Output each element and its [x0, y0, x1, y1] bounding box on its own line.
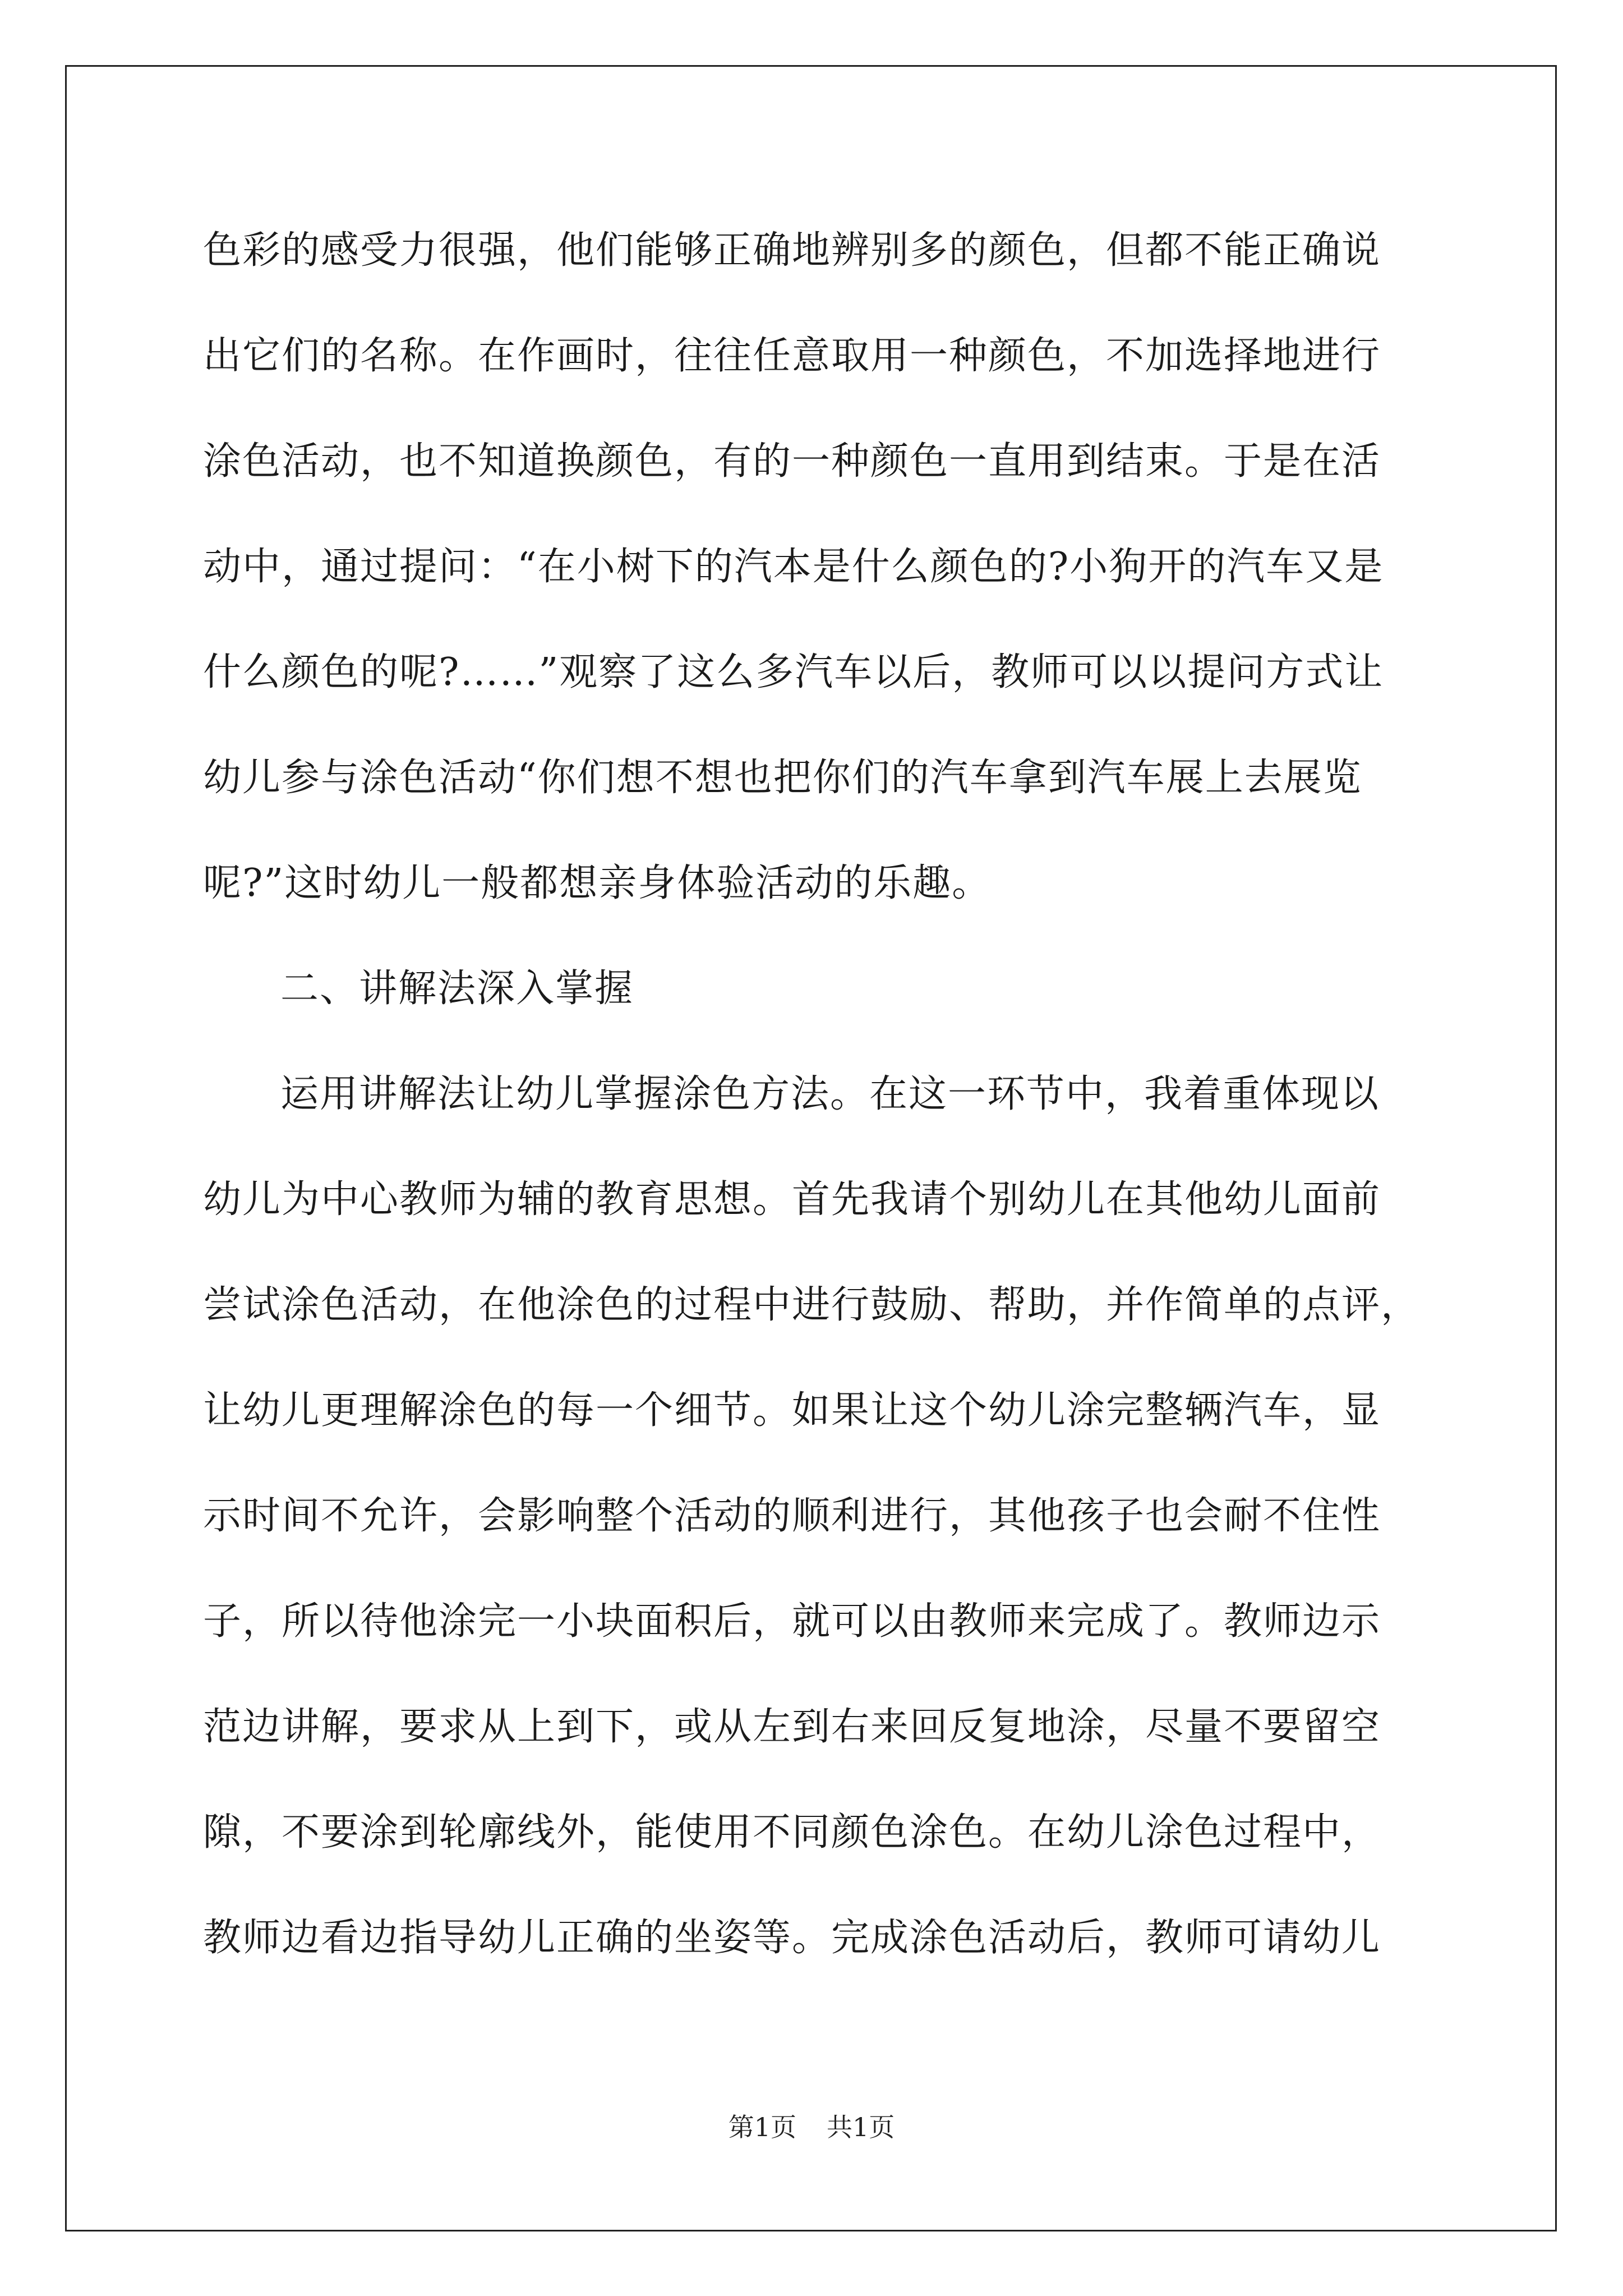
page-total: 共1页 — [827, 2112, 895, 2142]
paragraph-line: 让幼儿更理解涂色的每一个细节。如果让这个幼儿涂完整辆汽车，显 — [203, 1388, 1381, 1433]
paragraph-line: 运用讲解法让幼儿掌握涂色方法。在这一环节中，我着重体现以 — [280, 1072, 1380, 1116]
paragraph-line: 示时间不允许，会影响整个活动的顺利进行，其他孩子也会耐不住性 — [203, 1494, 1381, 1538]
paragraph-line: 色彩的感受力很强，他们能够正确地辨别多的颜色，但都不能正确说 — [203, 228, 1381, 273]
paragraph-line: 教师边看边指导幼儿正确的坐姿等。完成涂色活动后，教师可请幼儿 — [203, 1916, 1381, 1960]
paragraph-line: 幼儿为中心教师为辅的教育思想。首先我请个别幼儿在其他幼儿面前 — [203, 1177, 1381, 1222]
paragraph-line: 动中，通过提问：“在小树下的汽本是什么颜色的?小狗开的汽车又是 — [203, 545, 1384, 589]
paragraph-line: 幼儿参与涂色活动“你们想不想也把你们的汽车拿到汽车展上去展览 — [203, 756, 1362, 800]
paragraph-line: 什么颜色的呢?……”观察了这么多汽车以后，教师可以以提问方式让 — [203, 650, 1384, 694]
paragraph-line: 出它们的名称。在作画时，往往任意取用一种颜色，不加选择地进行 — [203, 334, 1381, 378]
paragraph-line: 子，所以待他涂完一小块面积后，就可以由教师来完成了。教师边示 — [203, 1599, 1381, 1644]
page-border — [65, 65, 1557, 2231]
page-number: 第1页 — [728, 2112, 796, 2142]
section-heading: 二、讲解法深入掌握 — [280, 967, 634, 1011]
paragraph-line: 涂色活动，也不知道换颜色，有的一种颜色一直用到结束。于是在活 — [203, 439, 1381, 484]
paragraph-line: 尝试涂色活动，在他涂色的过程中进行鼓励、帮助，并作简单的点评， — [203, 1283, 1421, 1327]
page-footer — [0, 2110, 1623, 2144]
paragraph-line: 隙，不要涂到轮廓线外，能使用不同颜色涂色。在幼儿涂色过程中， — [203, 1810, 1381, 1855]
paragraph-line: 范边讲解，要求从上到下，或从左到右来回反复地涂，尽量不要留空 — [203, 1705, 1381, 1749]
paragraph-line: 呢?”这时幼儿一般都想亲身体验活动的乐趣。 — [203, 861, 992, 905]
